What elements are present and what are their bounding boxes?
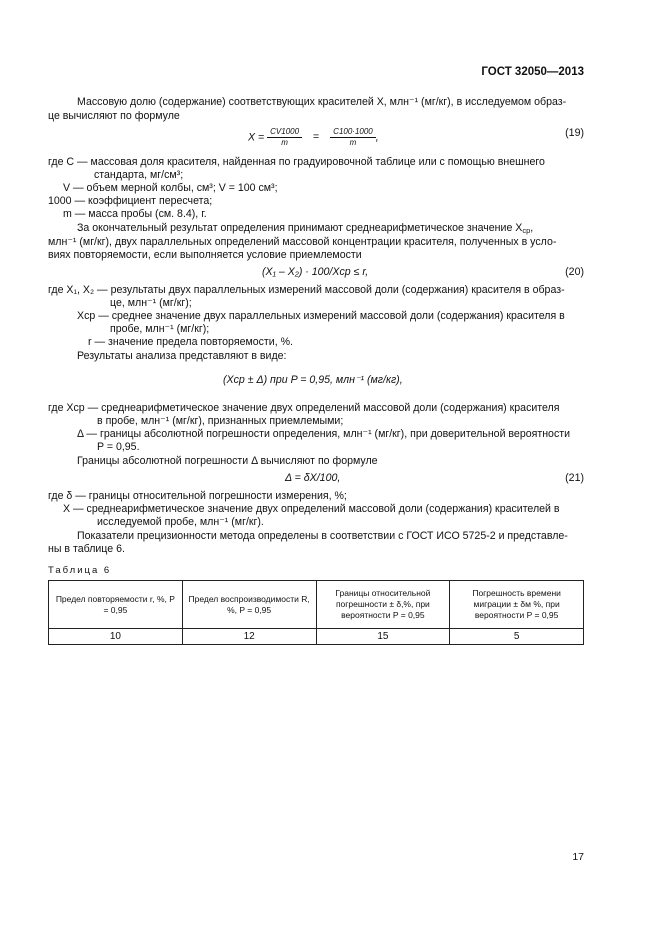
p2-line1-end: , — [530, 222, 534, 234]
table-header-cell: Границы относительной погрешности ± δ,%, при вероятности P = 0,95 — [316, 581, 450, 629]
eq19-num2: C100·1000 — [330, 127, 376, 138]
where-line: це, млн⁻¹ (мг/кг); — [110, 297, 192, 309]
table-caption: Таблица 6 — [48, 565, 112, 576]
paragraph-line: це вычисляют по формуле — [48, 110, 180, 122]
table-header-row — [49, 581, 584, 629]
table-header-cell: Предел повторяемости r, %, P = 0,95 — [49, 581, 183, 629]
paragraph-line: виях повторяемости, если выполняется условие приемлемости — [48, 249, 362, 261]
where-line: где C — массовая доля красителя, найденная по градуировочной таблице или с помощью внешнего — [48, 156, 545, 168]
where-line: V — объем мерной колбы, см³; V = 100 см³; — [63, 182, 278, 194]
eq19-lhs: X = — [248, 131, 265, 144]
where-line: r — значение предела повторяемости, %. — [88, 336, 293, 348]
paragraph-line: Показатели прецизионности метода определены в соответствии с ГОСТ ИСО 5725-2 и представле- — [77, 530, 568, 542]
paragraph-line: ны в таблице 6. — [48, 543, 125, 555]
where-line: где X₁, X₂ — результаты двух параллельных измерений массовой доли (содержания) красителя в образ- — [48, 284, 565, 296]
where-line: P = 0,95. — [97, 441, 140, 453]
table-cell: 15 — [316, 629, 450, 645]
paragraph-line: Границы абсолютной погрешности Δ вычисляют по формуле — [77, 455, 378, 467]
equation-19 — [248, 127, 379, 148]
eq19-den2: m — [349, 138, 357, 147]
equation-21: Δ = δX/100, — [285, 472, 341, 484]
table-6 — [48, 580, 584, 645]
eq19-fraction-1 — [267, 127, 302, 148]
paragraph-line — [77, 222, 533, 237]
equation-number-20: (20) — [565, 266, 584, 278]
p2-line1-text: За окончательный результат определения принимают среднеарифметическое значение X — [77, 222, 523, 234]
page-number: 17 — [572, 851, 584, 863]
eq19-den1: m — [281, 138, 288, 147]
equation-number-19: (19) — [565, 127, 584, 139]
table-cell: 12 — [182, 629, 316, 645]
where-line: исследуемой пробе, млн⁻¹ (мг/кг). — [97, 516, 264, 528]
where-line: Xср — среднее значение двух параллельных измерений массовой доли (содержания) красителя в — [77, 310, 565, 322]
where-line: m — масса пробы (см. 8.4), г. — [63, 208, 207, 220]
result-form: (Xср ± Δ) при P = 0,95, млн⁻¹ (мг/кг), — [223, 374, 403, 386]
where-line: где δ — границы относительной погрешности измерения, %; — [48, 490, 347, 502]
table-header-cell: Предел воспроизводимости R, %, P = 0,95 — [182, 581, 316, 629]
p2-line1-sub: ср — [522, 226, 531, 235]
where-line: стандарта, мг/см³; — [94, 169, 184, 181]
table-header-cell: Погрешность времени миграции ± δм %, при вероятности P = 0,95 — [450, 581, 584, 629]
table-row — [49, 629, 584, 645]
table-cell: 10 — [49, 629, 183, 645]
where-line: 1000 — коэффициент пересчета; — [48, 195, 213, 207]
eq19-fraction-2 — [330, 127, 376, 148]
where-line: Δ — границы абсолютной погрешности определения, млн⁻¹ (мг/кг), при доверительной вероятности — [77, 428, 571, 440]
where-line: где Xср — среднеарифметическое значение двух определений массовой доли (содержания) красителя — [48, 402, 560, 414]
where-line: X — среднеарифметическое значение двух определений массовой доли (содержания) красителей в — [63, 503, 560, 515]
eq19-equals: = — [313, 131, 320, 144]
paragraph-line: Результаты анализа представляют в виде: — [77, 350, 287, 362]
table-cell: 5 — [450, 629, 584, 645]
paragraph-line: Массовую долю (содержание) соответствующих красителей X, млн⁻¹ (мг/кг), в исследуемом образ- — [77, 96, 567, 108]
doc-header: ГОСТ 32050—2013 — [481, 66, 584, 78]
equation-number-21: (21) — [565, 472, 584, 484]
equation-20: (X₁ – X₂) · 100/Xср ≤ r, — [262, 266, 369, 278]
eq19-num1: CV1000 — [267, 127, 302, 138]
eq19-tail: , — [375, 131, 379, 144]
where-line: в пробе, млн⁻¹ (мг/кг), признанных приемлемыми; — [97, 415, 344, 427]
paragraph-line: млн⁻¹ (мг/кг), двух параллельных определений массовой концентрации красителя, полученных в усло- — [48, 236, 557, 248]
where-line: пробе, млн⁻¹ (мг/кг); — [110, 323, 210, 335]
